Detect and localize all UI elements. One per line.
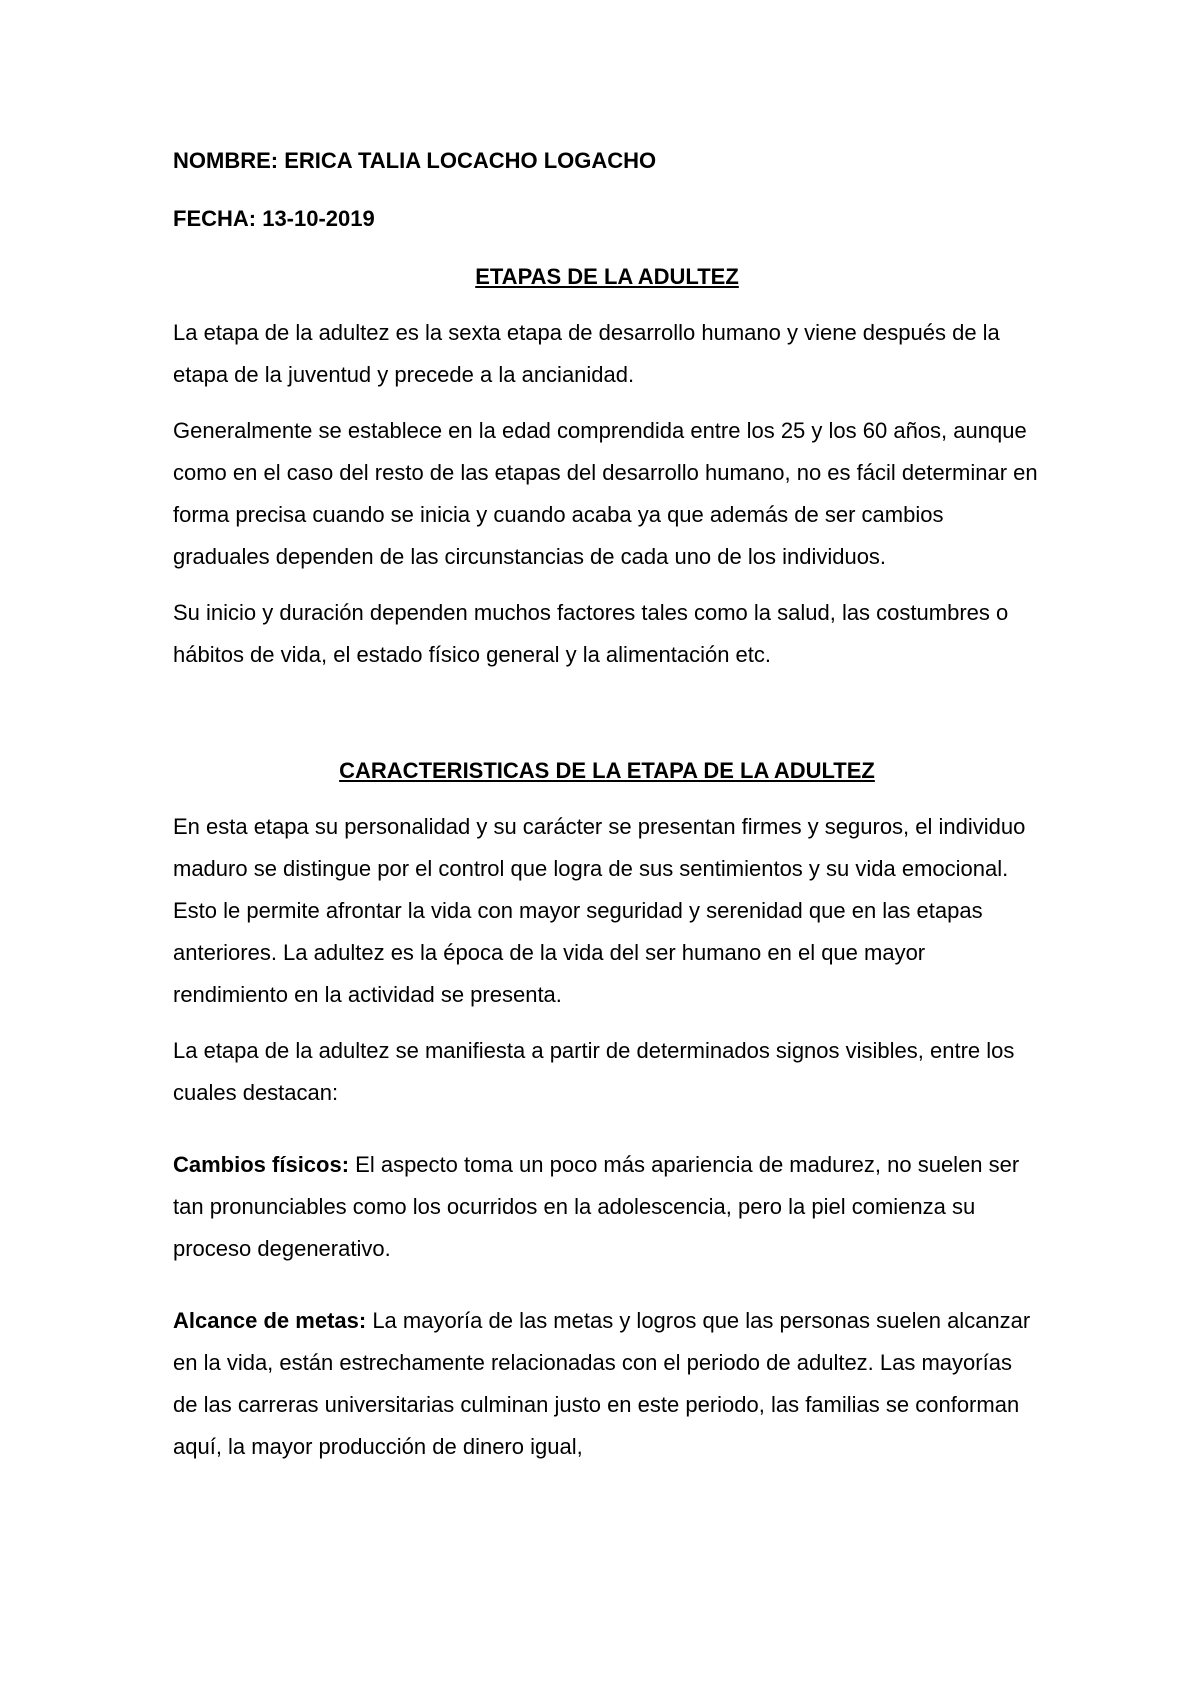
section-heading-caracteristicas: CARACTERISTICAS DE LA ETAPA DE LA ADULTEZ (339, 758, 875, 783)
term-text: El aspecto toma un poco más apariencia de madurez, no suelen ser tan pronunciables como los ocurridos en la adolescencia, pero la piel comienza su proceso degenerativo. (173, 1152, 1020, 1261)
section-heading-etapas: ETAPAS DE LA ADULTEZ (475, 264, 739, 289)
paragraph: Su inicio y duración dependen muchos factores tales como la salud, las costumbres o hábitos de vida, el estado físico general y la alimentación etc. (173, 600, 1009, 667)
paragraph: La etapa de la adultez se manifiesta a partir de determinados signos visibles, entre los cuales destacan: (173, 1038, 1015, 1105)
term-label: Alcance de metas: (173, 1308, 367, 1333)
term-label: Cambios físicos: (173, 1152, 350, 1177)
paragraph: La etapa de la adultez es la sexta etapa de desarrollo humano y viene después de la etapa de la juventud y precede a la ancianidad. (173, 320, 1000, 387)
paragraph: En esta etapa su personalidad y su carácter se presentan firmes y seguros, el individuo maduro se distingue por el control que logra de sus sentimientos y su vida emocional. Esto le permite afrontar la vida con mayor seguridad y serenidad que en las etapas anteriores. La adultez es la época de la vida del ser humano en el que mayor rendimiento en la actividad se presenta. (173, 814, 1026, 1007)
student-name-line: NOMBRE: ERICA TALIA LOCACHO LOGACHO (173, 148, 657, 173)
document-page (173, 140, 1041, 1468)
date-line: FECHA: 13-10-2019 (173, 206, 375, 231)
term-text: La mayoría de las metas y logros que las personas suelen alcanzar en la vida, están estrechamente relacionadas con el periodo de adultez. Las mayorías de las carreras universitarias culminan justo en este periodo, las familias se conforman aquí, la mayor producción de dinero igual, (173, 1308, 1031, 1459)
term-paragraph-alcance-de-metas (173, 1300, 1041, 1468)
paragraph: Generalmente se establece en la edad comprendida entre los 25 y los 60 años, aunque como en el caso del resto de las etapas del desarrollo humano, no es fácil determinar en forma precisa cuando se inicia y cuando acaba ya que además de ser cambios graduales dependen de las circunstancias de cada uno de los individuos. (173, 418, 1038, 569)
term-paragraph-cambios-fisicos (173, 1144, 1041, 1270)
